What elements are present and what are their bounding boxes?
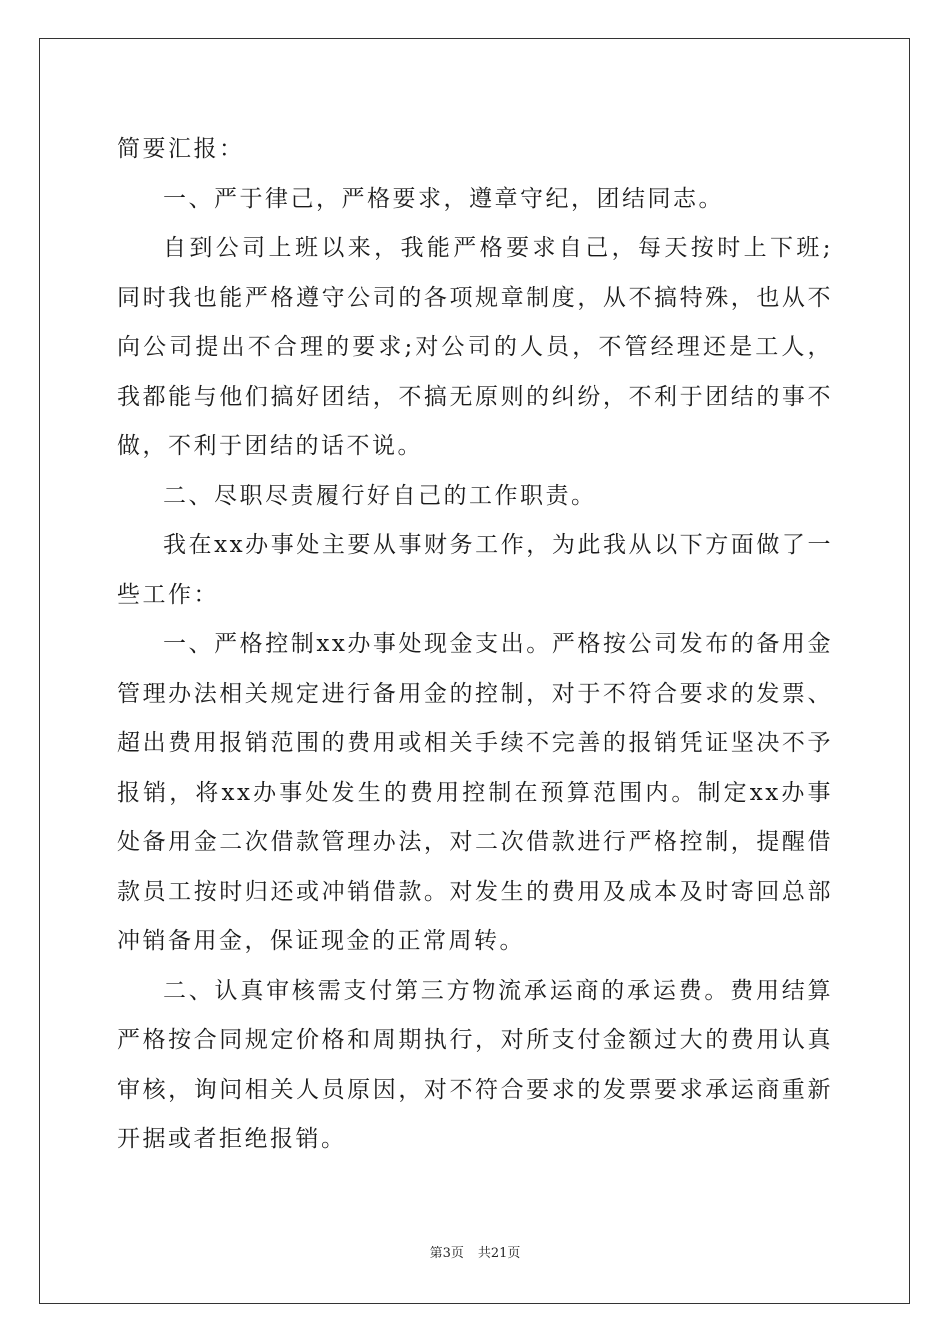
page-footer [0,1245,950,1263]
paragraph-finance-intro: 我在xx办事处主要从事财务工作，为此我从以下方面做了一些工作： [117,532,833,608]
document-body [117,125,833,1165]
page-total: 共21页 [477,1246,521,1261]
paragraph-discipline: 自到公司上班以来，我能严格要求自己，每天按时上下班;同时我也能严格遵守公司的各项规章制度，从不搞特殊，也从不向公司提出不合理的要求;对公司的人员，不管经理还是工人，我都能与他们搞好团结，不搞无原则的纠纷，不利于团结的事不做，不利于团结的话不说。 [117,235,833,459]
paragraph-cash-control: 一、严格控制xx办事处现金支出。严格按公司发布的备用金管理办法相关规定进行备用金的控制，对于不符合要求的发票、超出费用报销范围的费用或相关手续不完善的报销凭证坚决不予报销，将xx办事处发生的费用控制在预算范围内。制定xx办事处备用金二次借款管理办法，对二次借款进行严格控制，提醒借款员工按时归还或冲销借款。对发生的费用及成本及时寄回总部冲销备用金，保证现金的正常周转。 [117,631,833,954]
paragraph-freight-review: 二、认真审核需支付第三方物流承运商的承运费。费用结算严格按合同规定价格和周期执行，对所支付金额过大的费用认真审核，询问相关人员原因，对不符合要求的发票要求承运商重新开据或者拒绝报销。 [117,977,833,1152]
paragraph-section-one-title: 一、严于律己，严格要求，遵章守纪，团结同志。 [163,185,724,212]
paragraph-heading-summary: 简要汇报： [117,136,245,162]
page-number: 第3页 [429,1246,464,1261]
paragraph-section-two-title: 二、尽职尽责履行好自己的工作职责。 [163,482,597,509]
